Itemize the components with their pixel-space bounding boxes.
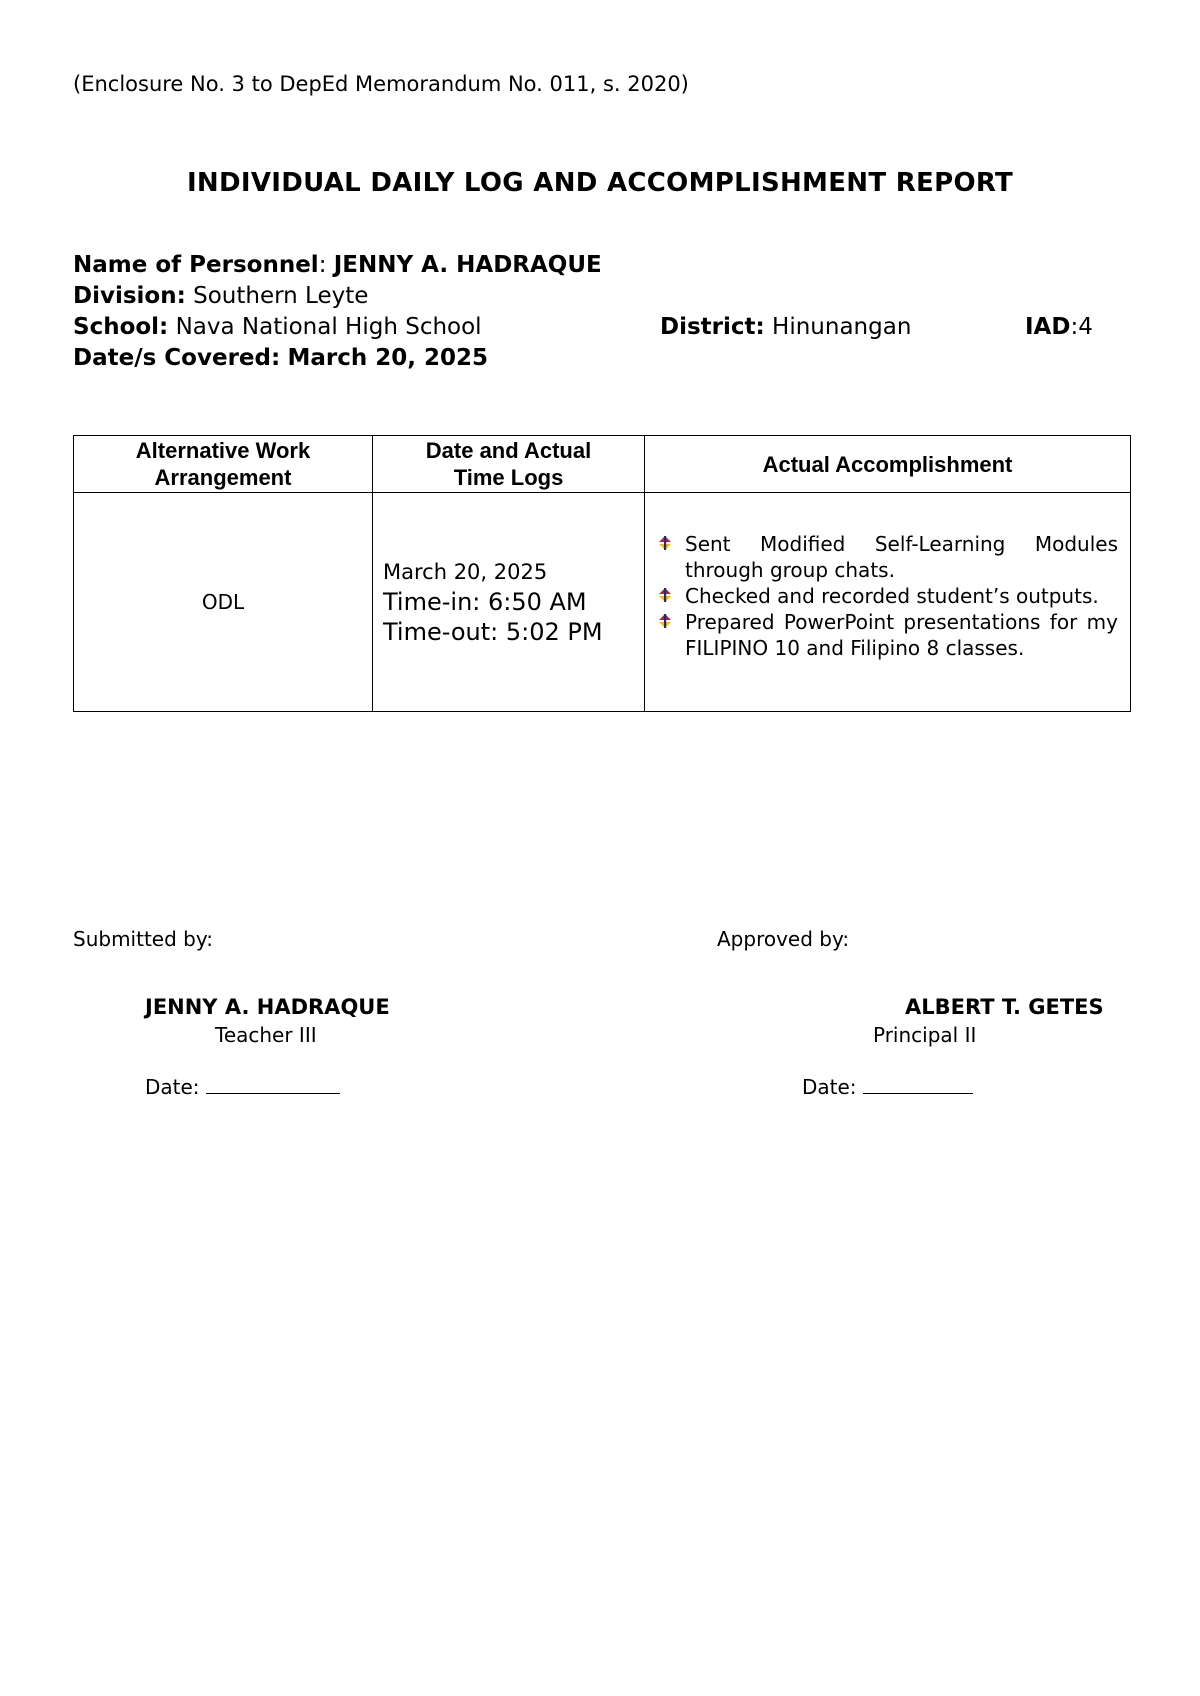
approver-date-line [802,1075,973,1099]
accomplishment-text: Prepared PowerPoint presentations for my FILIPINO 10 and Filipino 8 classes. [685,610,1118,660]
district-label: District: [660,314,765,340]
header-work-arrangement-line2: Arrangement [154,465,292,490]
submitter-position: Teacher III [215,1023,317,1047]
enclosure-reference: (Enclosure No. 3 to DepEd Memorandum No. 011, s. 2020) [73,72,689,96]
approver-date-label: Date: [802,1075,857,1099]
district-value: Hinunangan [772,314,912,340]
time-logs-cell [373,493,645,712]
report-title: INDIVIDUAL DAILY LOG AND ACCOMPLISHMENT REPORT [186,168,1014,198]
submitter-date-label: Date: [145,1075,200,1099]
division-label: Division: [73,283,186,309]
approver-name: ALBERT T. GETES [905,995,1104,1019]
dates-covered-line [73,345,488,371]
dates-covered-value: March 20, 2025 [287,345,489,371]
submitter-name: JENNY A. HADRAQUE [145,995,390,1019]
work-arrangement-cell: ODL [74,493,373,712]
iad-line: IAD:4 [1025,314,1093,340]
approver-date-blank [863,1075,973,1094]
header-date-line2: Time Logs [453,465,564,490]
list-item [685,583,1118,609]
accomplishment-list [685,531,1118,661]
arrow-bullet-icon [657,613,673,629]
list-item [685,609,1118,661]
school-label: School: [73,314,169,340]
iad-value: 4 [1078,314,1093,340]
submitted-by-label: Submitted by: [73,927,213,951]
daily-log-table [73,435,1131,712]
submitter-date-line [145,1075,340,1099]
header-date-line1: Date and Actual [425,438,592,463]
arrow-bullet-icon [657,587,673,603]
district-line [660,314,911,340]
approved-by-label: Approved by: [717,927,850,951]
accomplishment-cell [645,493,1131,712]
personnel-name-value: JENNY A. HADRAQUE [333,252,602,278]
personnel-name-line: Name of Personnel: JENNY A. HADRAQUE [73,252,602,278]
school-value: Nava National High School [175,314,482,340]
submitter-date-blank [206,1075,340,1094]
division-line [73,283,368,309]
time-in: Time-in: 6:50 AM [383,588,587,616]
approver-position: Principal II [873,1023,977,1047]
dates-covered-label: Date/s Covered: [73,345,281,371]
header-accomplishment: Actual Accomplishment [645,436,1131,493]
school-line [73,314,482,340]
table-header-row [74,436,1131,493]
arrow-bullet-icon [657,535,673,551]
time-out: Time-out: 5:02 PM [383,618,603,646]
personnel-name-label: Name of Personnel [73,252,319,278]
table-row [74,493,1131,712]
log-date: March 20, 2025 [383,560,548,584]
accomplishment-text: Sent Modified Self-Learning Modules through group chats. [685,532,1118,582]
accomplishment-text: Checked and recorded student’s outputs. [685,584,1099,608]
header-work-arrangement-line1: Alternative Work [135,438,311,463]
iad-label: IAD [1025,314,1071,340]
header-work-arrangement [74,436,373,493]
header-date-time-logs [373,436,645,493]
list-item [685,531,1118,583]
division-value: Southern Leyte [193,283,369,309]
